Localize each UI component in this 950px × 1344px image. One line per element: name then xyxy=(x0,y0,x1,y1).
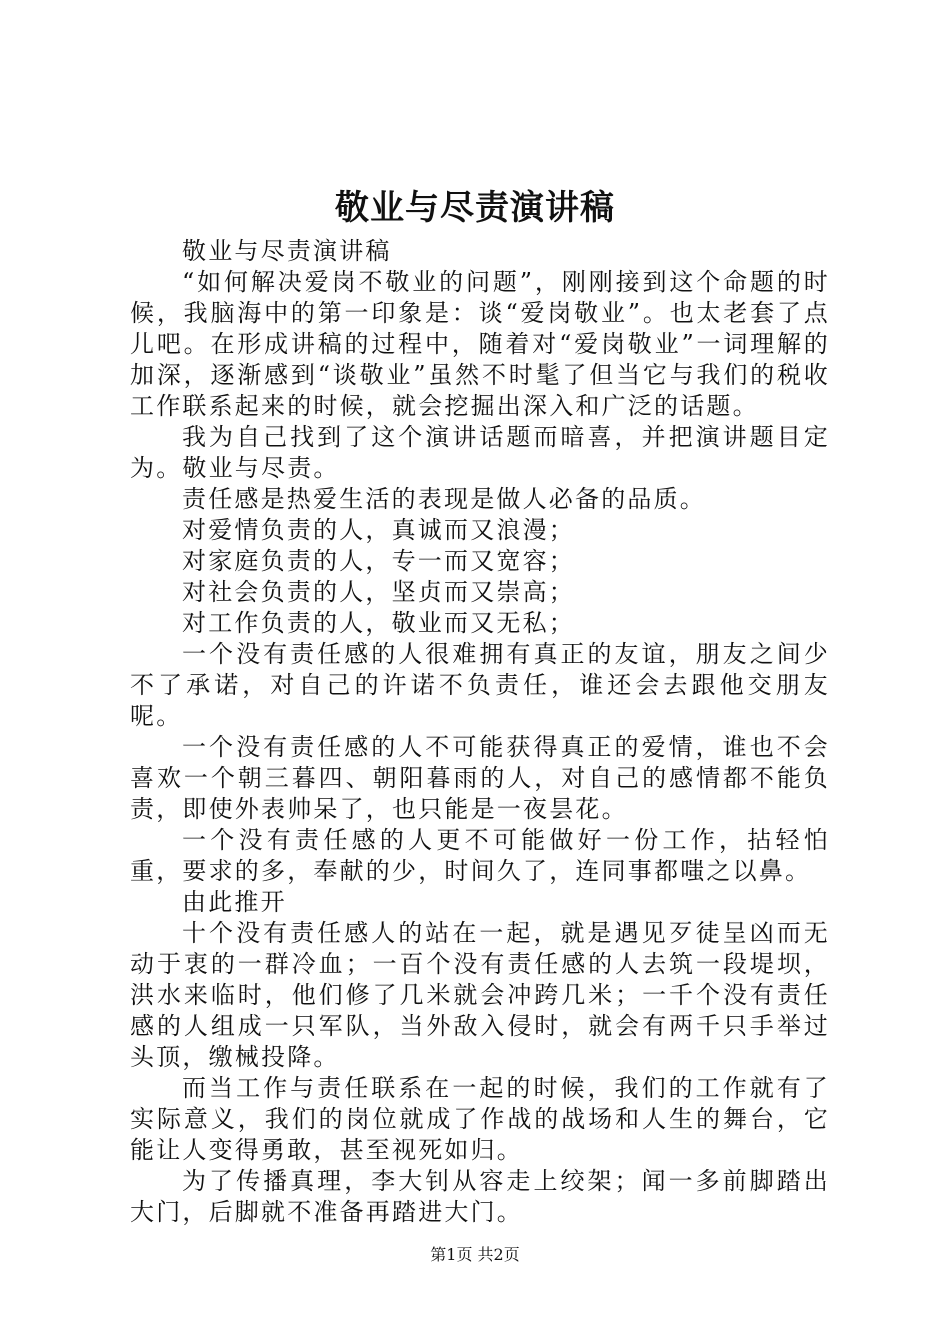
paragraph: 一个没有责任感的人很难拥有真正的友谊，朋友之间少不了承诺，对自己的许诺不负责任，谁还会去跟他交朋友呢。 xyxy=(130,640,830,730)
paragraph: 而当工作与责任联系在一起的时候，我们的工作就有了实际意义，我们的岗位就成了作战的战场和人生的舞台，它能让人变得勇敢，甚至视死如归。 xyxy=(130,1074,830,1164)
paragraph: 一个没有责任感的人更不可能做好一份工作，拈轻怕重，要求的多，奉献的少，时间久了，连同事都嗤之以鼻。 xyxy=(130,826,830,885)
paragraph: 由此推开 xyxy=(182,888,287,916)
paragraph: 我为自己找到了这个演讲话题而暗喜，并把演讲题目定为。敬业与尽责。 xyxy=(130,423,830,482)
paragraph: 为了传播真理，李大钊从容走上绞架；闻一多前脚踏出大门，后脚就不准备再踏进大门。 xyxy=(130,1167,830,1226)
paragraph: “如何解决爱岗不敬业的问题”，刚刚接到这个命题的时候，我脑海中的第一印象是：谈“爱岗敬业”。也太老套了点儿吧。在形成讲稿的过程中，随着对“爱岗敬业”一词理解的加深，逐渐感到“谈敬业”虽然不时髦了但当它与我们的税收工作联系起来的时候，就会挖掘出深入和广泛的话题。 xyxy=(130,268,830,420)
document-body xyxy=(130,236,830,1228)
paragraph: 对爱情负责的人，真诚而又浪漫； xyxy=(182,516,575,544)
paragraph: 敬业与尽责演讲稿 xyxy=(182,237,392,265)
paragraph: 责任感是热爱生活的表现是做人必备的品质。 xyxy=(182,485,706,513)
page-indicator: 第1页 共2页 xyxy=(430,1245,520,1264)
paragraph: 对社会负责的人，坚贞而又崇高； xyxy=(182,578,575,606)
paragraph: 十个没有责任感人的站在一起，就是遇见歹徒呈凶而无动于衷的一群冷血；一百个没有责任感的人去筑一段堤坝，洪水来临时，他们修了几米就会冲跨几米；一千个没有责任感的人组成一只军队，当外敌入侵时，就会有两千只手举过头顶，缴械投降。 xyxy=(130,919,830,1071)
document-title: 敬业与尽责演讲稿 xyxy=(335,188,615,228)
paragraph: 一个没有责任感的人不可能获得真正的爱情，谁也不会喜欢一个朝三暮四、朝阳暮雨的人，对自己的感情都不能负责，即使外表帅呆了，也只能是一夜昙花。 xyxy=(130,733,830,823)
paragraph: 对工作负责的人，敬业而又无私； xyxy=(182,609,575,637)
paragraph: 对家庭负责的人，专一而又宽容； xyxy=(182,547,575,575)
